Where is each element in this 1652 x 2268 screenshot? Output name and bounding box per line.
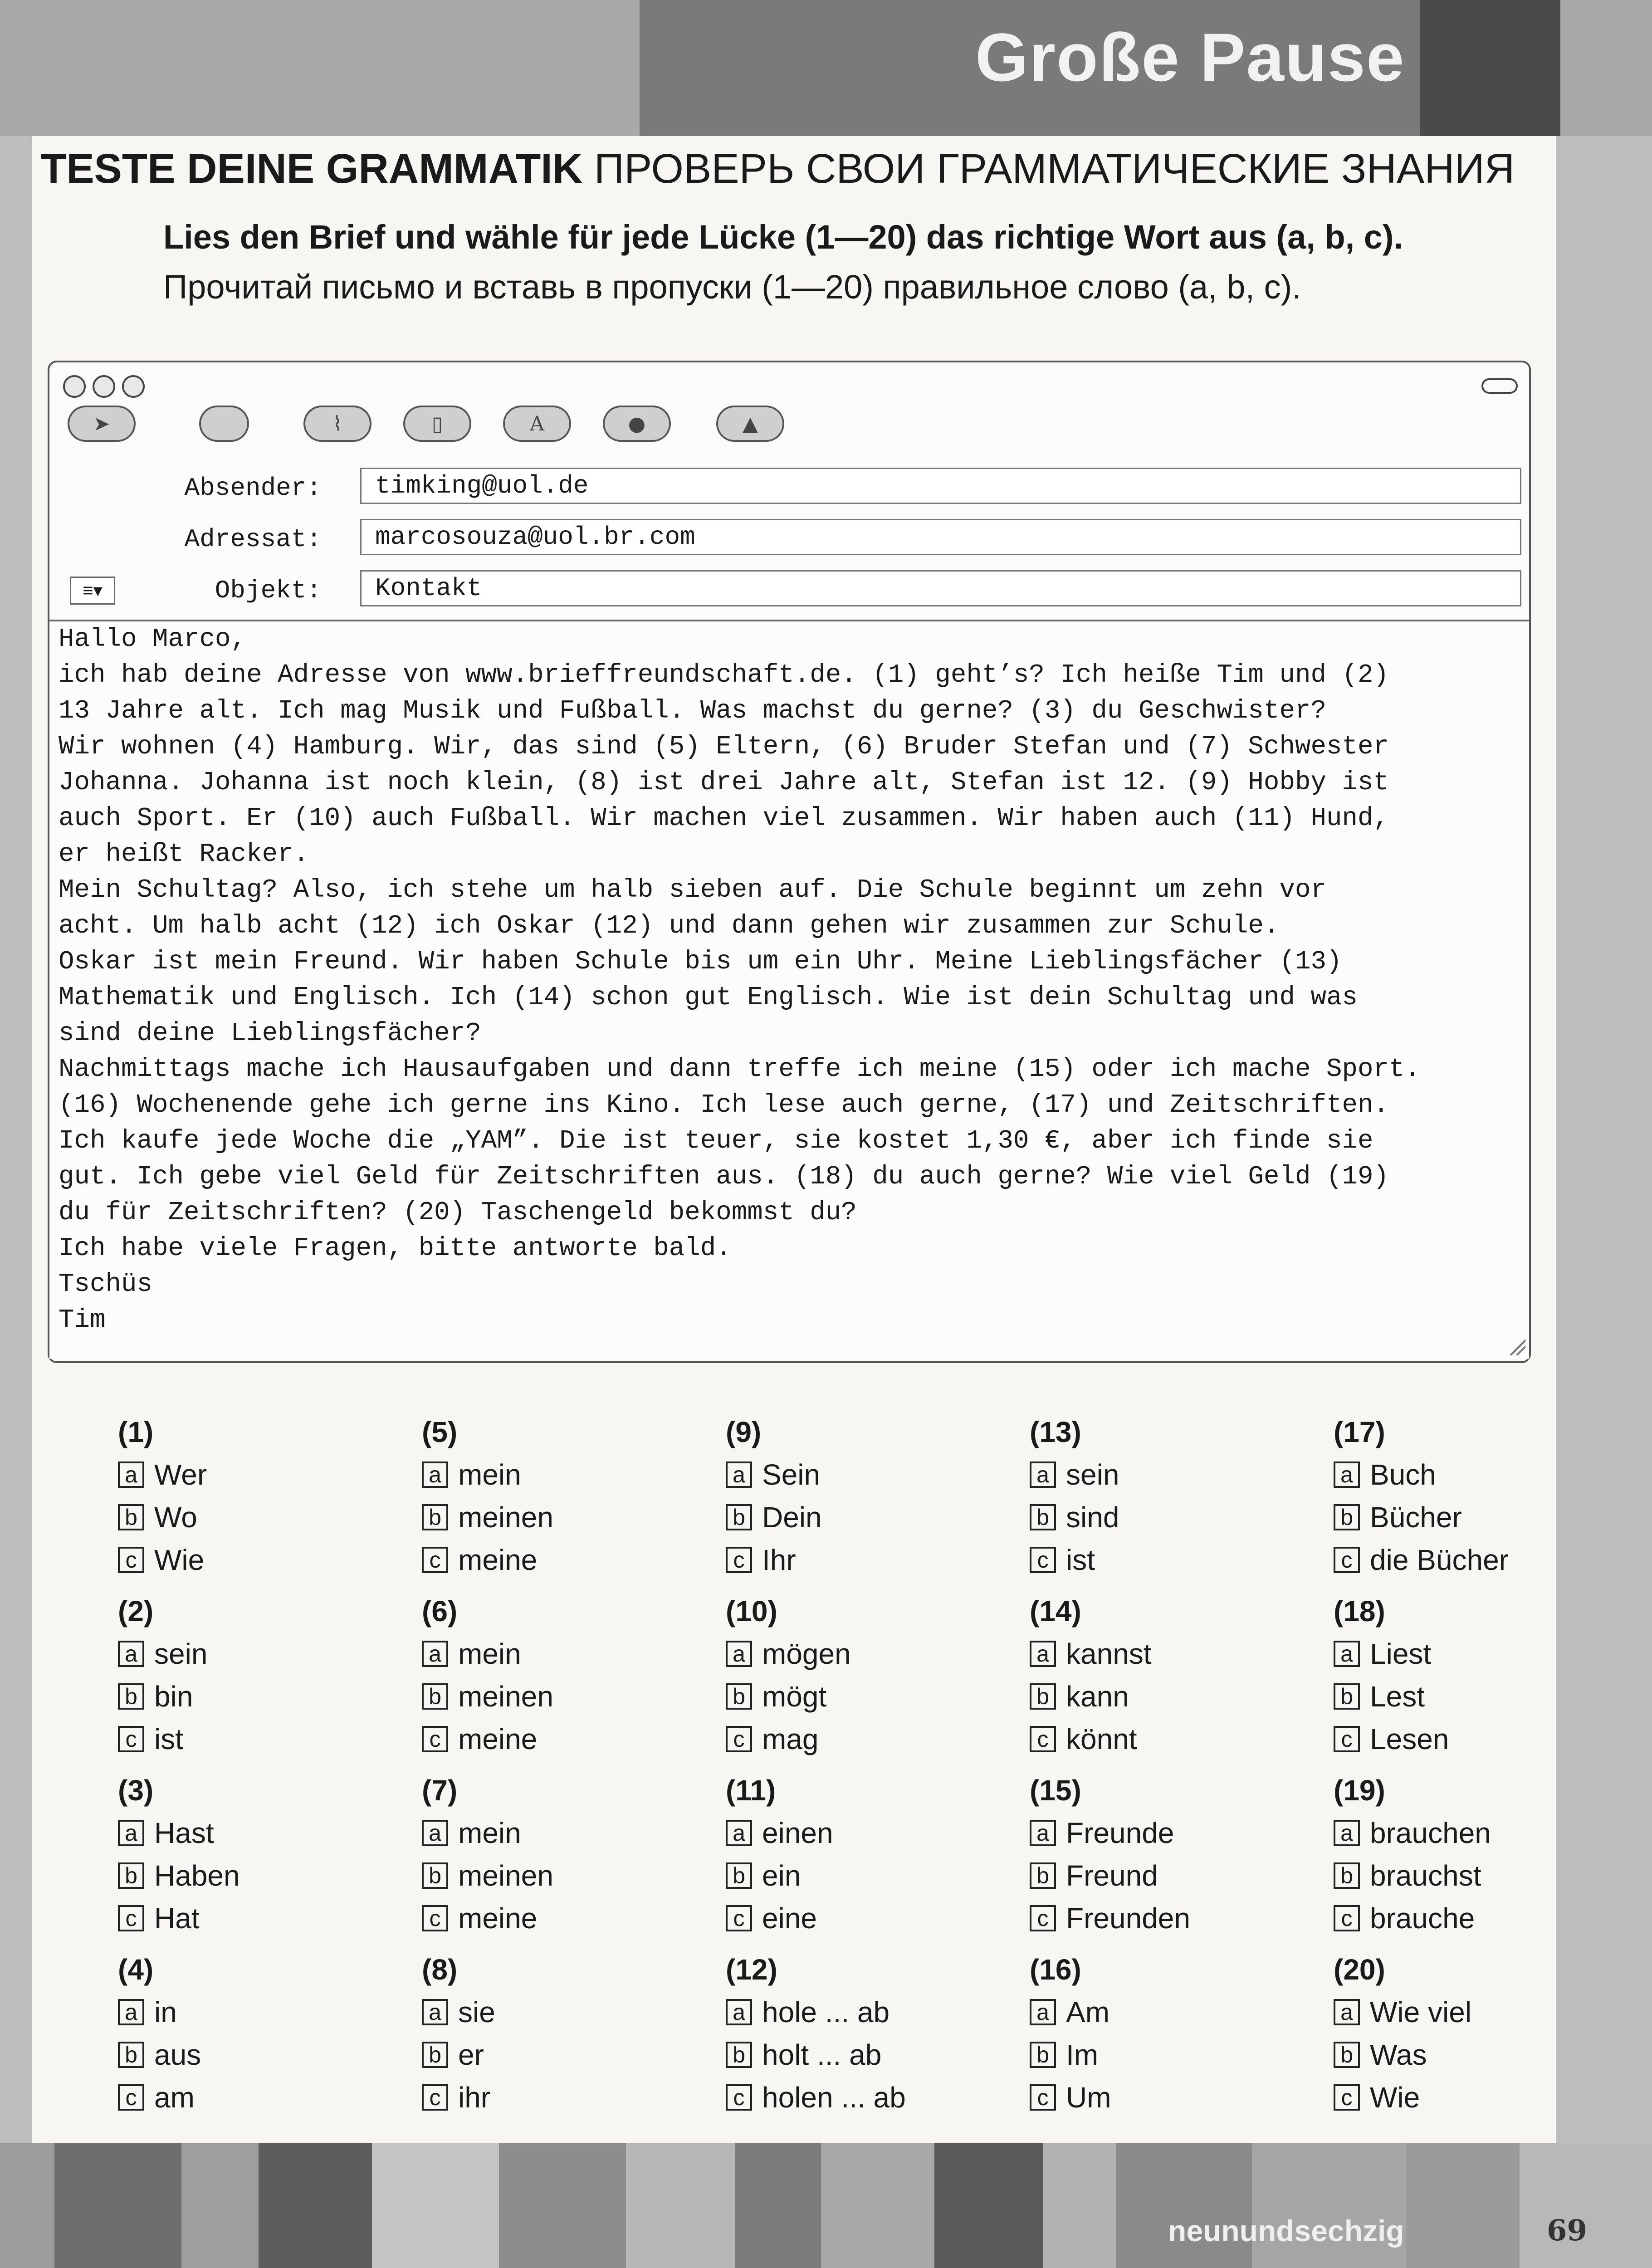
mail-body-line: du für Zeitschriften? (20) Taschengeld bekommst du? bbox=[59, 1198, 857, 1227]
option-number: (20) bbox=[1334, 1953, 1385, 1986]
option-letter-box[interactable]: a bbox=[1030, 1641, 1056, 1667]
option-text: Um bbox=[1066, 2081, 1111, 2114]
option-b[interactable] bbox=[118, 1675, 413, 1718]
option-group bbox=[1334, 1590, 1628, 1760]
option-text: aus bbox=[154, 2038, 201, 2071]
option-letter-box[interactable]: c bbox=[726, 1726, 752, 1752]
option-c[interactable] bbox=[1334, 1718, 1628, 1760]
mail-window bbox=[48, 361, 1531, 1363]
to-label: Adressat: bbox=[184, 525, 322, 554]
option-letter-box[interactable]: c bbox=[1334, 1547, 1360, 1573]
option-b[interactable] bbox=[118, 2033, 413, 2076]
option-group bbox=[118, 1411, 413, 1581]
option-number: (16) bbox=[1030, 1953, 1081, 1986]
option-b[interactable] bbox=[1030, 1496, 1325, 1539]
option-group bbox=[422, 1769, 717, 1940]
heading-de: TESTE DEINE GRAMMATIK bbox=[41, 146, 583, 192]
option-a[interactable] bbox=[118, 1453, 413, 1496]
option-number: (19) bbox=[1334, 1774, 1385, 1807]
instruction-de: Lies den Brief und wähle für jede Lücke (1—20) das richtige Wort aus (a, b, c). bbox=[163, 218, 1403, 256]
option-letter-box[interactable]: c bbox=[422, 1547, 448, 1573]
option-group bbox=[1030, 1948, 1325, 2119]
option-text: ist bbox=[154, 1723, 183, 1755]
option-number: (3) bbox=[118, 1774, 154, 1807]
option-a[interactable] bbox=[726, 1633, 1021, 1675]
option-number: (2) bbox=[118, 1595, 154, 1628]
option-letter-box[interactable]: c bbox=[422, 1726, 448, 1752]
option-letter-box[interactable]: b bbox=[422, 1683, 448, 1710]
mail-body-line: Oskar ist mein Freund. Wir haben Schule bis um ein Uhr. Meine Lieblingsfächer (13) bbox=[59, 947, 1342, 977]
option-text: Wo bbox=[154, 1501, 197, 1534]
option-letter-box[interactable]: a bbox=[422, 1641, 448, 1667]
option-c[interactable] bbox=[422, 1897, 717, 1940]
from-field[interactable]: timking@uol.de bbox=[360, 468, 1521, 504]
option-number: (8) bbox=[422, 1953, 458, 1986]
option-letter-box[interactable]: b bbox=[118, 2042, 144, 2068]
mail-body[interactable] bbox=[49, 620, 1529, 1359]
option-text: brauchen bbox=[1370, 1817, 1491, 1849]
option-text: Hast bbox=[154, 1817, 214, 1849]
mail-body-line: 13 Jahre alt. Ich mag Musik und Fußball. Was machst du gerne? (3) du Geschwister? bbox=[59, 696, 1326, 726]
mail-body-line: gut. Ich gebe viel Geld für Zeitschriften aus. (18) du auch gerne? Wie viel Geld (19) bbox=[59, 1162, 1389, 1192]
option-text: sein bbox=[154, 1637, 208, 1670]
option-letter-box[interactable]: b bbox=[1030, 1504, 1056, 1530]
option-text: Haben bbox=[154, 1859, 240, 1892]
mail-body-line: acht. Um halb acht (12) ich Oskar (12) und dann gehen wir zusammen zur Schule. bbox=[59, 911, 1280, 941]
option-number: (11) bbox=[726, 1774, 776, 1807]
mail-body-line: auch Sport. Er (10) auch Fußball. Wir machen viel zusammen. Wir haben auch (11) Hund, bbox=[59, 804, 1389, 833]
zoom-window-icon[interactable] bbox=[122, 375, 145, 398]
option-letter-box[interactable]: a bbox=[1334, 1641, 1360, 1667]
option-number: (5) bbox=[422, 1416, 458, 1448]
footer-page-word: neunundsechzig bbox=[1168, 2214, 1404, 2248]
option-text: meinen bbox=[458, 1501, 553, 1534]
option-number: (9) bbox=[726, 1416, 762, 1448]
option-letter-box[interactable]: b bbox=[1334, 1683, 1360, 1710]
option-letter-box[interactable]: c bbox=[422, 2084, 448, 2111]
option-text: Was bbox=[1370, 2038, 1427, 2071]
option-b[interactable] bbox=[118, 1496, 413, 1539]
option-number: (18) bbox=[1334, 1595, 1385, 1628]
option-text: in bbox=[154, 1996, 177, 2028]
subject-field[interactable]: Kontakt bbox=[360, 570, 1521, 606]
option-c[interactable] bbox=[118, 1718, 413, 1760]
option-text: Buch bbox=[1370, 1458, 1436, 1491]
mail-body-line: Mein Schultag? Also, ich stehe um halb sieben auf. Die Schule beginnt um zehn vor bbox=[59, 875, 1326, 905]
header-menu-button[interactable]: ≡▾ bbox=[70, 577, 115, 605]
option-group bbox=[1030, 1590, 1325, 1760]
option-letter-box[interactable]: c bbox=[118, 2084, 144, 2111]
option-group bbox=[1334, 1948, 1628, 2119]
from-label: Absender: bbox=[184, 474, 322, 503]
mail-body-line: Tschüs bbox=[59, 1270, 153, 1299]
option-b[interactable] bbox=[422, 1496, 717, 1539]
option-letter-box[interactable]: c bbox=[1334, 2084, 1360, 2111]
page-heading bbox=[41, 145, 1515, 193]
option-b[interactable] bbox=[726, 2033, 1021, 2076]
option-a[interactable] bbox=[1030, 1453, 1325, 1496]
mail-body-line: ich hab deine Adresse von www.brieffreundschaft.de. (1) geht’s? Ich heiße Tim und (2) bbox=[59, 660, 1389, 690]
option-letter-box[interactable]: c bbox=[118, 1726, 144, 1752]
option-c[interactable] bbox=[1030, 1718, 1325, 1760]
option-a[interactable] bbox=[1030, 1633, 1325, 1675]
option-group bbox=[1334, 1769, 1628, 1940]
option-text: holt ... ab bbox=[762, 2038, 882, 2071]
option-c[interactable] bbox=[422, 2076, 717, 2119]
option-text: Wer bbox=[154, 1458, 207, 1491]
option-text: ihr bbox=[458, 2081, 491, 2114]
option-letter-box[interactable]: a bbox=[1030, 1999, 1056, 2025]
option-a[interactable] bbox=[422, 1453, 717, 1496]
option-letter-box[interactable]: b bbox=[1030, 2042, 1056, 2068]
option-text: ein bbox=[762, 1859, 801, 1892]
option-letter-box[interactable]: b bbox=[118, 1862, 144, 1889]
option-text: kann bbox=[1066, 1680, 1129, 1713]
option-letter-box[interactable]: a bbox=[422, 1461, 448, 1488]
option-group bbox=[726, 1411, 1021, 1581]
option-group bbox=[1334, 1411, 1628, 1581]
option-c[interactable] bbox=[1334, 1897, 1628, 1940]
option-number: (4) bbox=[118, 1953, 154, 1986]
option-group bbox=[422, 1590, 717, 1760]
option-text: eine bbox=[762, 1902, 817, 1935]
attachment-icon[interactable]: ⌇ bbox=[303, 406, 371, 442]
option-c[interactable] bbox=[118, 1539, 413, 1581]
option-letter-box[interactable]: a bbox=[1334, 1999, 1360, 2025]
option-text: brauche bbox=[1370, 1902, 1475, 1935]
option-c[interactable] bbox=[118, 2076, 413, 2119]
option-letter-box[interactable]: b bbox=[726, 1683, 752, 1710]
option-text: Dein bbox=[762, 1501, 822, 1534]
option-letter-box[interactable]: a bbox=[726, 1461, 752, 1488]
option-text: Hat bbox=[154, 1902, 200, 1935]
option-text: meine bbox=[458, 1902, 538, 1935]
option-text: mag bbox=[762, 1723, 819, 1755]
option-a[interactable] bbox=[1334, 1633, 1628, 1675]
option-group bbox=[118, 1769, 413, 1940]
mail-body-line: Johanna. Johanna ist noch klein, (8) ist drei Jahre alt, Stefan ist 12. (9) Hobby ist bbox=[59, 768, 1389, 797]
mail-body-text bbox=[59, 621, 1420, 1338]
mail-body-line: Ich habe viele Fragen, bitte antworte bald. bbox=[59, 1234, 732, 1263]
option-letter-box[interactable]: c bbox=[726, 1905, 752, 1931]
option-text: Freunden bbox=[1066, 1902, 1190, 1935]
option-letter-box[interactable]: c bbox=[422, 1905, 448, 1931]
option-a[interactable] bbox=[422, 1633, 717, 1675]
option-text: mein bbox=[458, 1817, 521, 1849]
option-letter-box[interactable]: a bbox=[422, 1820, 448, 1846]
option-number: (12) bbox=[726, 1953, 777, 1986]
option-number: (15) bbox=[1030, 1774, 1081, 1807]
option-letter-box[interactable]: a bbox=[726, 1999, 752, 2025]
option-c[interactable] bbox=[726, 2076, 1021, 2119]
option-group bbox=[1030, 1769, 1325, 1940]
option-text: Wie viel bbox=[1370, 1996, 1472, 2028]
option-letter-box[interactable]: a bbox=[726, 1641, 752, 1667]
option-text: er bbox=[458, 2038, 484, 2071]
option-letter-box[interactable]: a bbox=[1030, 1461, 1056, 1488]
mail-body-line: sind deine Lieblingsfächer? bbox=[59, 1019, 481, 1048]
option-group bbox=[422, 1411, 717, 1581]
option-a[interactable] bbox=[1030, 1991, 1325, 2033]
option-letter-box[interactable]: a bbox=[118, 1461, 144, 1488]
option-text: einen bbox=[762, 1817, 833, 1849]
option-a[interactable] bbox=[118, 1991, 413, 2033]
option-letter-box[interactable]: c bbox=[726, 1547, 752, 1573]
mail-body-line: Mathematik und Englisch. Ich (14) schon gut Englisch. Wie ist dein Schultag und was bbox=[59, 983, 1358, 1012]
option-text: könnt bbox=[1066, 1723, 1137, 1755]
mail-body-line: Hallo Marco, bbox=[59, 625, 247, 654]
page-number: 69 bbox=[1547, 2214, 1588, 2248]
title-tab-dark-edge bbox=[1420, 0, 1560, 136]
option-c[interactable] bbox=[726, 1897, 1021, 1940]
page bbox=[32, 136, 1556, 2143]
footer-band bbox=[0, 2143, 1652, 2268]
option-text: mögt bbox=[762, 1680, 827, 1713]
option-b[interactable] bbox=[1334, 2033, 1628, 2076]
option-letter-box[interactable]: c bbox=[1334, 1905, 1360, 1931]
option-a[interactable] bbox=[422, 1812, 717, 1854]
option-group bbox=[422, 1948, 717, 2119]
option-text: Am bbox=[1066, 1996, 1109, 2028]
option-text: meine bbox=[458, 1723, 538, 1755]
option-text: mein bbox=[458, 1637, 521, 1670]
option-letter-box[interactable]: a bbox=[118, 1820, 144, 1846]
option-letter-box[interactable]: a bbox=[1334, 1820, 1360, 1846]
option-letter-box[interactable]: a bbox=[422, 1999, 448, 2025]
option-letter-box[interactable]: c bbox=[118, 1905, 144, 1931]
to-field[interactable]: marcosouza@uol.br.com bbox=[360, 519, 1521, 555]
option-c[interactable] bbox=[422, 1718, 717, 1760]
option-letter-box[interactable]: c bbox=[118, 1547, 144, 1573]
option-letter-box[interactable]: b bbox=[118, 1683, 144, 1710]
option-letter-box[interactable]: c bbox=[1030, 2084, 1056, 2111]
option-b[interactable] bbox=[1030, 1854, 1325, 1897]
option-letter-box[interactable]: b bbox=[422, 2042, 448, 2068]
option-letter-box[interactable]: b bbox=[726, 1504, 752, 1530]
option-text: hole ... ab bbox=[762, 1996, 890, 2028]
option-group bbox=[726, 1948, 1021, 2119]
option-text: bin bbox=[154, 1680, 193, 1713]
option-text: die Bücher bbox=[1370, 1544, 1509, 1576]
minimize-window-icon[interactable] bbox=[93, 375, 115, 398]
option-b[interactable] bbox=[1030, 1675, 1325, 1718]
option-b[interactable] bbox=[726, 1496, 1021, 1539]
option-group bbox=[1030, 1411, 1325, 1581]
option-a[interactable] bbox=[726, 1812, 1021, 1854]
option-text: sie bbox=[458, 1996, 495, 2028]
option-text: meine bbox=[458, 1544, 538, 1576]
option-b[interactable] bbox=[422, 1675, 717, 1718]
option-letter-box[interactable]: b bbox=[726, 1862, 752, 1889]
option-text: brauchst bbox=[1370, 1859, 1481, 1892]
option-b[interactable] bbox=[422, 1854, 717, 1897]
option-b[interactable] bbox=[1030, 2033, 1325, 2076]
option-b[interactable] bbox=[726, 1675, 1021, 1718]
option-a[interactable] bbox=[1334, 1812, 1628, 1854]
option-letter-box[interactable]: c bbox=[1030, 1547, 1056, 1573]
subject-label: Objekt: bbox=[215, 576, 322, 605]
option-number: (13) bbox=[1030, 1416, 1081, 1448]
option-text: sein bbox=[1066, 1458, 1119, 1491]
option-letter-box[interactable]: a bbox=[1334, 1461, 1360, 1488]
option-c[interactable] bbox=[118, 1897, 413, 1940]
option-text: meinen bbox=[458, 1680, 553, 1713]
font-icon[interactable]: A bbox=[503, 406, 571, 442]
option-number: (1) bbox=[118, 1416, 154, 1448]
option-group bbox=[726, 1769, 1021, 1940]
send-icon[interactable]: ➤ bbox=[68, 406, 136, 442]
option-letter-box[interactable]: b bbox=[118, 1504, 144, 1530]
option-b[interactable] bbox=[726, 1854, 1021, 1897]
mail-body-line: Nachmittags mache ich Hausaufgaben und dann treffe ich meine (15) oder ich mache Sport. bbox=[59, 1055, 1420, 1084]
option-c[interactable] bbox=[1030, 1539, 1325, 1581]
option-letter-box[interactable]: b bbox=[726, 2042, 752, 2068]
option-text: sind bbox=[1066, 1501, 1119, 1534]
save-draft-icon[interactable]: ▲ bbox=[716, 406, 784, 442]
option-number: (7) bbox=[422, 1774, 458, 1807]
option-letter-box[interactable]: c bbox=[726, 2084, 752, 2111]
option-text: am bbox=[154, 2081, 195, 2114]
option-text: Ihr bbox=[762, 1544, 796, 1576]
option-number: (6) bbox=[422, 1595, 458, 1628]
option-c[interactable] bbox=[1030, 2076, 1325, 2119]
option-b[interactable] bbox=[1334, 1854, 1628, 1897]
option-c[interactable] bbox=[1334, 1539, 1628, 1581]
option-number: (17) bbox=[1334, 1416, 1385, 1448]
option-text: mögen bbox=[762, 1637, 851, 1670]
option-letter-box[interactable]: c bbox=[1030, 1905, 1056, 1931]
option-letter-box[interactable]: a bbox=[118, 1641, 144, 1667]
option-letter-box[interactable]: b bbox=[422, 1504, 448, 1530]
option-c[interactable] bbox=[422, 1539, 717, 1581]
option-a[interactable] bbox=[1334, 1991, 1628, 2033]
option-text: mein bbox=[458, 1458, 521, 1491]
option-a[interactable] bbox=[726, 1991, 1021, 2033]
option-a[interactable] bbox=[726, 1453, 1021, 1496]
mail-body-line: er heißt Racker. bbox=[59, 840, 309, 869]
toolbar-toggle-icon[interactable] bbox=[1481, 378, 1518, 394]
chat-icon[interactable] bbox=[199, 406, 249, 442]
option-letter-box[interactable]: a bbox=[726, 1820, 752, 1846]
option-c[interactable] bbox=[1030, 1897, 1325, 1940]
mail-body-line: (16) Wochenende gehe ich gerne ins Kino. Ich lese auch gerne, (17) und Zeitschriften. bbox=[59, 1090, 1389, 1120]
option-number: (10) bbox=[726, 1595, 777, 1628]
option-b[interactable] bbox=[1334, 1496, 1628, 1539]
mail-body-line: Tim bbox=[59, 1305, 106, 1335]
option-c[interactable] bbox=[726, 1718, 1021, 1760]
resize-handle-icon[interactable] bbox=[1507, 1337, 1525, 1355]
option-group bbox=[118, 1590, 413, 1760]
option-text: Freund bbox=[1066, 1859, 1158, 1892]
option-letter-box[interactable]: c bbox=[1334, 1726, 1360, 1752]
option-text: holen ... ab bbox=[762, 2081, 906, 2114]
mail-body-line: Wir wohnen (4) Hamburg. Wir, das sind (5) Eltern, (6) Bruder Stefan und (7) Schwester bbox=[59, 732, 1389, 762]
color-icon[interactable]: ● bbox=[603, 406, 671, 442]
option-a[interactable] bbox=[118, 1633, 413, 1675]
option-letter-box[interactable]: b bbox=[1030, 1862, 1056, 1889]
option-text: meinen bbox=[458, 1859, 553, 1892]
option-text: Liest bbox=[1370, 1637, 1432, 1670]
option-group bbox=[726, 1590, 1021, 1760]
option-a[interactable] bbox=[1030, 1812, 1325, 1854]
heading-ru: ПРОВЕРЬ СВОИ ГРАММАТИЧЕСКИЕ ЗНАНИЯ bbox=[594, 146, 1515, 192]
option-text: Im bbox=[1066, 2038, 1099, 2071]
option-letter-box[interactable]: b bbox=[1334, 1504, 1360, 1530]
option-c[interactable] bbox=[1334, 2076, 1628, 2119]
option-b[interactable] bbox=[118, 1854, 413, 1897]
option-text: Lest bbox=[1370, 1680, 1425, 1713]
option-text: Freunde bbox=[1066, 1817, 1174, 1849]
option-text: ist bbox=[1066, 1544, 1095, 1576]
option-text: Wie bbox=[1370, 2081, 1420, 2114]
option-a[interactable] bbox=[118, 1812, 413, 1854]
option-a[interactable] bbox=[1334, 1453, 1628, 1496]
option-b[interactable] bbox=[422, 2033, 717, 2076]
option-letter-box[interactable]: c bbox=[1030, 1726, 1056, 1752]
option-text: Bücher bbox=[1370, 1501, 1462, 1534]
option-text: Wie bbox=[154, 1544, 205, 1576]
mail-body-line: Ich kaufe jede Woche die „YAM”. Die ist teuer, sie kostet 1,30 €, aber ich finde sie bbox=[59, 1126, 1373, 1156]
option-group bbox=[118, 1948, 413, 2119]
option-text: Sein bbox=[762, 1458, 821, 1491]
option-c[interactable] bbox=[726, 1539, 1021, 1581]
section-title: Große Pause bbox=[975, 19, 1405, 95]
option-b[interactable] bbox=[1334, 1675, 1628, 1718]
instruction-ru: Прочитай письмо и вставь в пропуски (1—20) правильное слово (a, b, c). bbox=[163, 268, 1301, 306]
address-book-icon[interactable]: ▯ bbox=[403, 406, 471, 442]
option-letter-box[interactable]: b bbox=[1334, 1862, 1360, 1889]
option-letter-box[interactable]: b bbox=[422, 1862, 448, 1889]
option-text: kannst bbox=[1066, 1637, 1152, 1670]
option-letter-box[interactable]: a bbox=[118, 1999, 144, 2025]
close-window-icon[interactable] bbox=[63, 375, 86, 398]
option-text: Lesen bbox=[1370, 1723, 1449, 1755]
option-number: (14) bbox=[1030, 1595, 1081, 1628]
option-letter-box[interactable]: a bbox=[1030, 1820, 1056, 1846]
option-a[interactable] bbox=[422, 1991, 717, 2033]
option-letter-box[interactable]: b bbox=[1334, 2042, 1360, 2068]
option-letter-box[interactable]: b bbox=[1030, 1683, 1056, 1710]
